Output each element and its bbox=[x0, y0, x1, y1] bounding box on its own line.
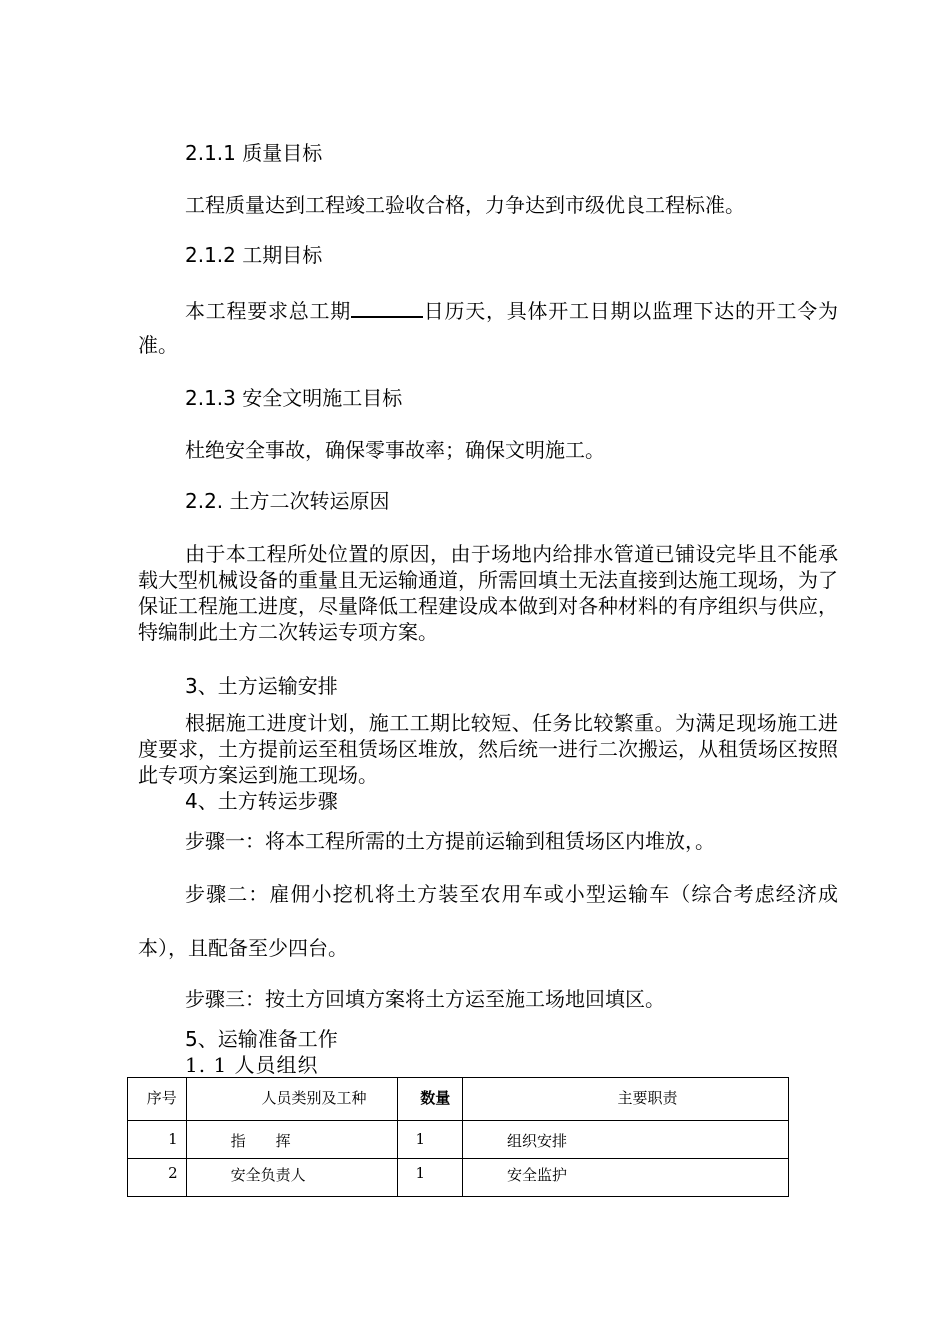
section-5-1-title: 1. 1 人员组织 bbox=[185, 1053, 319, 1077]
table-cell: 组织安排 bbox=[463, 1121, 789, 1159]
section-2-1-1-title: 2.1.1 质量目标 bbox=[185, 141, 323, 165]
table-cell: 2 bbox=[128, 1159, 187, 1197]
step-3: 步骤三：按土方回填方案将土方运至施工场地回填区。 bbox=[185, 987, 665, 1011]
duration-blank bbox=[351, 298, 423, 318]
table-row bbox=[128, 1159, 789, 1197]
section-2-1-1-text: 工程质量达到工程竣工验收合格，力争达到市级优良工程标准。 bbox=[185, 193, 745, 217]
staff-table bbox=[127, 1077, 789, 1197]
table-cell: 1 bbox=[398, 1121, 463, 1159]
step-2: 步骤二：雇佣小挖机将土方装至农用车或小型运输车（综合考虑经济成本），且配备至少四台。 bbox=[138, 882, 838, 960]
table-cell: 安全负责人 bbox=[186, 1159, 398, 1197]
table-header-row bbox=[128, 1078, 789, 1121]
section-5-title: 5、运输准备工作 bbox=[185, 1027, 338, 1051]
duration-text-pre: 本工程要求总工期 bbox=[185, 299, 351, 323]
table-cell: 指 挥 bbox=[186, 1121, 398, 1159]
section-3-title: 3、土方运输安排 bbox=[185, 674, 338, 698]
table-cell: 1 bbox=[398, 1159, 463, 1197]
header-cell: 人员类别及工种 bbox=[186, 1078, 398, 1121]
section-2-1-2-text bbox=[138, 294, 838, 362]
section-4-title: 4、土方转运步骤 bbox=[185, 789, 338, 813]
table-cell: 安全监护 bbox=[463, 1159, 789, 1197]
section-3-text: 根据施工进度计划，施工工期比较短、任务比较繁重。为满足现场施工进度要求，土方提前运至租赁场区堆放，然后统一进行二次搬运，从租赁场区按照此专项方案运到施工现场。 bbox=[138, 711, 838, 787]
section-2-1-2-title: 2.1.2 工期目标 bbox=[185, 243, 323, 267]
section-2-2-title: 2.2. 土方二次转运原因 bbox=[185, 489, 390, 513]
header-cell: 序号 bbox=[128, 1078, 187, 1121]
duration-text-post: 日历天，具体开工日期以监理下达的开工令为准。 bbox=[138, 299, 838, 357]
section-2-1-3-text: 杜绝安全事故，确保零事故率；确保文明施工。 bbox=[185, 438, 605, 462]
header-cell: 数量 bbox=[398, 1078, 463, 1121]
header-cell: 主要职责 bbox=[463, 1078, 789, 1121]
section-2-2-text: 由于本工程所处位置的原因，由于场地内给排水管道已铺设完毕且不能承载大型机械设备的重量且无运输通道，所需回填土无法直接到达施工现场，为了保证工程施工进度，尽量降低工程建设成本做到对各种材料的有序组织与供应，特编制此土方二次转运专项方案。 bbox=[138, 542, 838, 644]
table-row bbox=[128, 1121, 789, 1159]
table-cell: 1 bbox=[128, 1121, 187, 1159]
step-1: 步骤一：将本工程所需的土方提前运输到租赁场区内堆放，。 bbox=[185, 829, 715, 853]
section-2-1-3-title: 2.1.3 安全文明施工目标 bbox=[185, 386, 403, 410]
